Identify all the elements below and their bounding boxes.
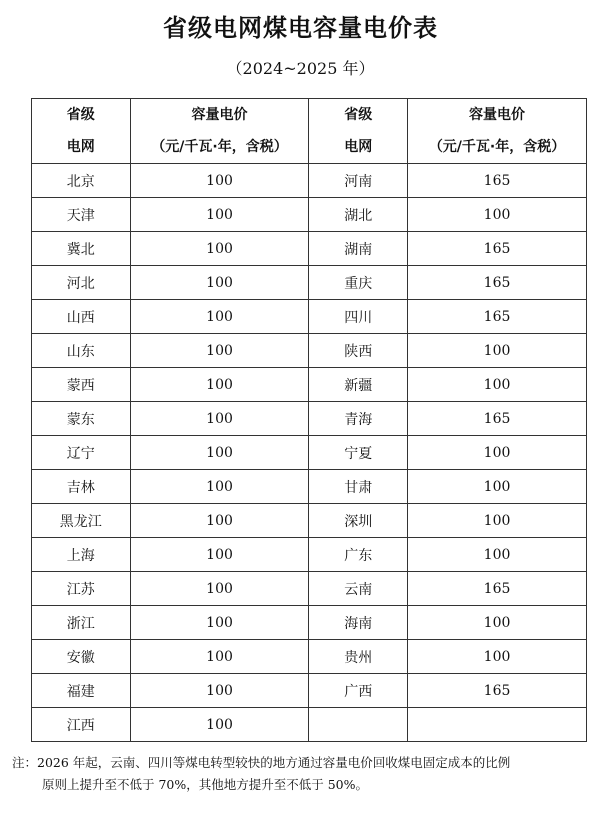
header-province-line2: 电网: [66, 139, 95, 155]
province-cell-right: 云南: [309, 572, 408, 606]
province-cell-right: 湖北: [309, 198, 408, 232]
province-cell-right: 广西: [309, 674, 408, 708]
province-cell-right: 甘肃: [309, 470, 408, 504]
price-cell-left: 100: [130, 470, 309, 504]
header-province-right: [309, 99, 408, 164]
price-cell-left: 100: [130, 368, 309, 402]
price-cell-left: 100: [130, 674, 309, 708]
price-cell-right: 100: [408, 640, 587, 674]
province-cell-left: 江苏: [32, 572, 131, 606]
table-row: [32, 504, 587, 538]
price-cell-right: 100: [408, 606, 587, 640]
header-price-right: [408, 99, 587, 164]
province-cell-right: [309, 708, 408, 742]
price-cell-left: 100: [130, 436, 309, 470]
table-row: [32, 606, 587, 640]
province-cell-left: 吉林: [32, 470, 131, 504]
table-row: [32, 300, 587, 334]
table-row: [32, 334, 587, 368]
price-cell-left: 100: [130, 334, 309, 368]
footnote: [12, 752, 592, 796]
header-price-line2: （元/千瓦·年，含税）: [428, 139, 566, 155]
table-row: [32, 674, 587, 708]
province-cell-right: 广东: [309, 538, 408, 572]
province-cell-left: 天津: [32, 198, 131, 232]
province-cell-right: 重庆: [309, 266, 408, 300]
table-row: [32, 198, 587, 232]
price-cell-left: 100: [130, 708, 309, 742]
province-cell-left: 辽宁: [32, 436, 131, 470]
table-row: [32, 708, 587, 742]
price-cell-left: 100: [130, 198, 309, 232]
province-cell-right: 深圳: [309, 504, 408, 538]
footnote-line1: 注：2026 年起，云南、四川等煤电转型较快的地方通过容量电价回收煤电固定成本的比例: [12, 755, 511, 770]
table-row: [32, 538, 587, 572]
province-cell-right: 贵州: [309, 640, 408, 674]
province-cell-left: 北京: [32, 164, 131, 198]
price-cell-left: 100: [130, 538, 309, 572]
price-cell-right: [408, 708, 587, 742]
header-province-line1: 省级: [66, 107, 95, 123]
price-cell-left: 100: [130, 164, 309, 198]
page-title: 省级电网煤电容量电价表: [163, 14, 438, 42]
province-cell-right: 湖南: [309, 232, 408, 266]
province-cell-left: 上海: [32, 538, 131, 572]
header-province-line2: 电网: [344, 139, 373, 155]
price-cell-left: 100: [130, 504, 309, 538]
table-row: [32, 402, 587, 436]
table-row: [32, 640, 587, 674]
price-cell-left: 100: [130, 572, 309, 606]
province-cell-left: 冀北: [32, 232, 131, 266]
province-cell-right: 河南: [309, 164, 408, 198]
table-row: [32, 164, 587, 198]
header-price-left: [130, 99, 309, 164]
table-row: [32, 368, 587, 402]
header-price-line1: 容量电价: [469, 107, 526, 123]
price-cell-left: 100: [130, 640, 309, 674]
price-cell-left: 100: [130, 266, 309, 300]
price-cell-right: 100: [408, 504, 587, 538]
capacity-price-table: [31, 98, 587, 742]
price-cell-right: 165: [408, 402, 587, 436]
price-cell-right: 100: [408, 368, 587, 402]
province-cell-left: 蒙西: [32, 368, 131, 402]
price-cell-left: 100: [130, 402, 309, 436]
province-cell-left: 蒙东: [32, 402, 131, 436]
header-price-line1: 容量电价: [191, 107, 248, 123]
footnote-line2: 原则上提升至不低于 70%，其他地方提升至不低于 50%。: [42, 777, 369, 792]
table-header-row: [32, 99, 587, 164]
price-cell-right: 165: [408, 300, 587, 334]
province-cell-right: 陕西: [309, 334, 408, 368]
province-cell-right: 宁夏: [309, 436, 408, 470]
price-cell-right: 100: [408, 538, 587, 572]
province-cell-right: 新疆: [309, 368, 408, 402]
province-cell-right: 四川: [309, 300, 408, 334]
price-cell-right: 165: [408, 232, 587, 266]
province-cell-left: 福建: [32, 674, 131, 708]
table-row: [32, 266, 587, 300]
province-cell-left: 江西: [32, 708, 131, 742]
header-province-line1: 省级: [344, 107, 373, 123]
price-cell-left: 100: [130, 606, 309, 640]
table-row: [32, 436, 587, 470]
price-cell-left: 100: [130, 232, 309, 266]
province-cell-left: 浙江: [32, 606, 131, 640]
price-cell-right: 165: [408, 266, 587, 300]
price-cell-left: 100: [130, 300, 309, 334]
price-cell-right: 100: [408, 198, 587, 232]
price-cell-right: 165: [408, 164, 587, 198]
province-cell-left: 黑龙江: [32, 504, 131, 538]
province-cell-left: 河北: [32, 266, 131, 300]
header-province-left: [32, 99, 131, 164]
price-cell-right: 100: [408, 436, 587, 470]
province-cell-right: 青海: [309, 402, 408, 436]
header-price-line2: （元/千瓦·年，含税）: [151, 139, 288, 155]
table-row: [32, 572, 587, 606]
table-row: [32, 232, 587, 266]
province-cell-left: 山东: [32, 334, 131, 368]
province-cell-right: 海南: [309, 606, 408, 640]
price-cell-right: 100: [408, 470, 587, 504]
table-row: [32, 470, 587, 504]
price-cell-right: 165: [408, 572, 587, 606]
page-subtitle: （2024~2025 年）: [226, 59, 375, 78]
price-cell-right: 100: [408, 334, 587, 368]
province-cell-left: 安徽: [32, 640, 131, 674]
price-cell-right: 165: [408, 674, 587, 708]
province-cell-left: 山西: [32, 300, 131, 334]
